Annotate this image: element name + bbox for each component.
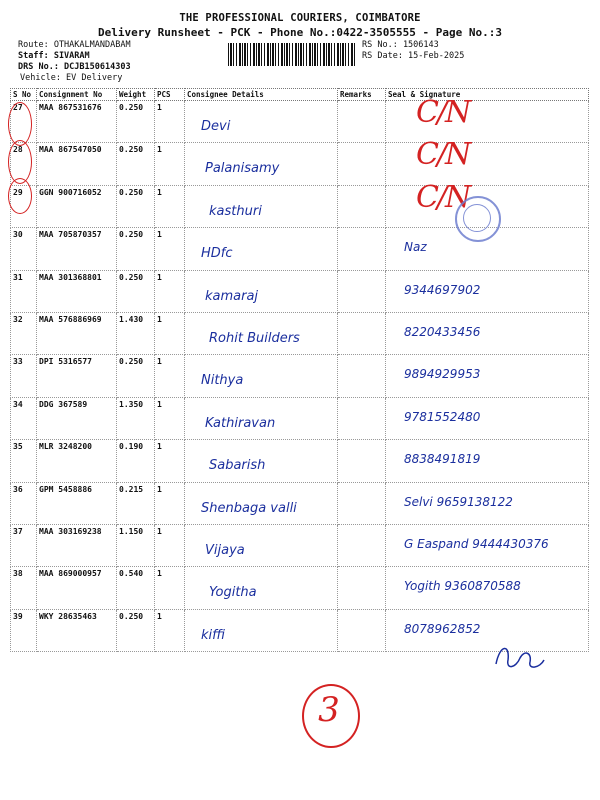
- consignee-cell: [185, 524, 338, 566]
- consignment-cell: DDG 367589: [37, 397, 117, 439]
- pcs-cell: 1: [155, 524, 185, 566]
- handwritten-consignee: Kathiravan: [205, 415, 276, 431]
- handwritten-consignee: Sabarish: [209, 458, 266, 474]
- table-row: [11, 482, 589, 524]
- consignee-cell: [185, 143, 338, 185]
- consignee-cell: [185, 440, 338, 482]
- weight-cell: 0.250: [117, 101, 155, 143]
- consignment-cell: WKY 28635463: [37, 609, 117, 651]
- staff-info: Staff: SIVARAM: [18, 51, 90, 61]
- final-signature: [490, 640, 550, 674]
- weight-cell: 0.190: [117, 440, 155, 482]
- consignment-cell: GGN 900716052: [37, 185, 117, 227]
- vehicle-info: Vehicle: EV Delivery: [20, 73, 123, 83]
- signature-cell: [386, 440, 589, 482]
- consignment-cell: MAA 867531676: [37, 101, 117, 143]
- consignment-cell: MAA 301368801: [37, 270, 117, 312]
- weight-cell: 0.250: [117, 143, 155, 185]
- col-header-signature: Seal & Signature: [386, 89, 589, 101]
- weight-cell: 0.250: [117, 270, 155, 312]
- col-header-weight: Weight: [117, 89, 155, 101]
- signature-cell: [386, 482, 589, 524]
- handwritten-signature: G Easpand 9444430376: [404, 536, 549, 551]
- consignee-cell: [185, 397, 338, 439]
- pcs-cell: 1: [155, 567, 185, 609]
- pcs-cell: 1: [155, 143, 185, 185]
- remarks-cell: [338, 567, 386, 609]
- consignee-cell: [185, 228, 338, 270]
- weight-cell: 1.430: [117, 312, 155, 354]
- signature-cell: [386, 397, 589, 439]
- consignment-cell: MAA 303169238: [37, 524, 117, 566]
- handwritten-signature: 9894929953: [404, 367, 481, 382]
- table-row: [11, 143, 589, 185]
- handwritten-consignee: Yogitha: [209, 585, 257, 601]
- pcs-cell: 1: [155, 185, 185, 227]
- consignment-cell: MAA 867547050: [37, 143, 117, 185]
- consignee-cell: [185, 101, 338, 143]
- handwritten-consignee: Palanisamy: [205, 161, 280, 177]
- remarks-cell: [338, 397, 386, 439]
- route-info: Route: OTHAKALMANDABAM: [18, 40, 131, 50]
- table-row: [11, 397, 589, 439]
- pcs-cell: 1: [155, 482, 185, 524]
- runsheet-subtitle: Delivery Runsheet - PCK - Phone No.:0422-3505555 - Page No.:3: [98, 26, 502, 39]
- weight-cell: 1.150: [117, 524, 155, 566]
- handwritten-consignee: Vijaya: [205, 542, 245, 558]
- handwritten-signature: 8078962852: [404, 621, 481, 636]
- handwritten-signature: 8220433456: [404, 324, 481, 339]
- handwritten-signature: 9781552480: [404, 409, 481, 424]
- consignment-cell: MAA 705870357: [37, 228, 117, 270]
- consignee-cell: [185, 355, 338, 397]
- consignee-cell: [185, 185, 338, 227]
- sno-cell: 29: [11, 185, 37, 227]
- company-title: THE PROFESSIONAL COURIERS, COIMBATORE: [179, 12, 421, 24]
- delivery-seal-stamp: [455, 196, 501, 242]
- sno-cell: 33: [11, 355, 37, 397]
- signature-cell: [386, 524, 589, 566]
- handwritten-consignee: kamaraj: [205, 288, 259, 304]
- sno-cell: 32: [11, 312, 37, 354]
- pcs-cell: 1: [155, 440, 185, 482]
- remarks-cell: [338, 101, 386, 143]
- table-row: [11, 440, 589, 482]
- table-row: [11, 228, 589, 270]
- remarks-cell: [338, 270, 386, 312]
- handwritten-consignee: HDfc: [201, 246, 233, 262]
- weight-cell: 0.540: [117, 567, 155, 609]
- signature-cell: [386, 355, 589, 397]
- handwritten-consignee: Nithya: [201, 373, 244, 389]
- consignee-cell: [185, 270, 338, 312]
- sno-cell: 37: [11, 524, 37, 566]
- table-row: [11, 270, 589, 312]
- table-row: [11, 524, 589, 566]
- weight-cell: 0.250: [117, 355, 155, 397]
- table-row: [11, 185, 589, 227]
- consignment-cell: MLR 3248200: [37, 440, 117, 482]
- sno-cell: 31: [11, 270, 37, 312]
- handwritten-signature: Naz: [404, 240, 427, 255]
- handwritten-consignee: kiffi: [201, 627, 226, 643]
- signature-cell: [386, 567, 589, 609]
- sno-cell: 27: [11, 101, 37, 143]
- red-circle-mark: [8, 178, 32, 214]
- consignment-cell: MAA 576886969: [37, 312, 117, 354]
- consignee-cell: [185, 609, 338, 651]
- weight-cell: 0.215: [117, 482, 155, 524]
- signature-cell: [386, 270, 589, 312]
- sno-cell: 34: [11, 397, 37, 439]
- rs-number: RS No.: 1506143: [362, 40, 439, 50]
- handwritten-consignee: Devi: [201, 119, 231, 134]
- pcs-cell: 1: [155, 270, 185, 312]
- rs-date: RS Date: 15-Feb-2025: [362, 51, 465, 61]
- weight-cell: 0.250: [117, 609, 155, 651]
- table-row: [11, 355, 589, 397]
- cn-mark: C/N: [416, 95, 470, 130]
- col-header-pcs: PCS: [155, 89, 185, 101]
- sno-cell: 28: [11, 143, 37, 185]
- pcs-cell: 1: [155, 355, 185, 397]
- remarks-cell: [338, 228, 386, 270]
- remarks-cell: [338, 312, 386, 354]
- weight-cell: 0.250: [117, 228, 155, 270]
- remarks-cell: [338, 440, 386, 482]
- barcode-graphic: [228, 43, 355, 66]
- signature-cell: [386, 312, 589, 354]
- sno-cell: 39: [11, 609, 37, 651]
- sno-cell: 36: [11, 482, 37, 524]
- col-header-remarks: Remarks: [338, 89, 386, 101]
- pcs-cell: 1: [155, 228, 185, 270]
- consignment-cell: GPM 5458886: [37, 482, 117, 524]
- handwritten-consignee: Rohit Builders: [209, 330, 300, 346]
- page-number-mark: 3: [318, 690, 340, 730]
- pcs-cell: 1: [155, 312, 185, 354]
- consignment-cell: DPI 5316577: [37, 355, 117, 397]
- weight-cell: 0.250: [117, 185, 155, 227]
- signature-cell: [386, 609, 589, 651]
- pcs-cell: 1: [155, 609, 185, 651]
- consignment-cell: MAA 869000957: [37, 567, 117, 609]
- sno-cell: 30: [11, 228, 37, 270]
- remarks-cell: [338, 355, 386, 397]
- col-header-consignee: Consignee Details: [185, 89, 338, 101]
- table-row: [11, 567, 589, 609]
- consignee-cell: [185, 567, 338, 609]
- remarks-cell: [338, 482, 386, 524]
- handwritten-signature: Yogith 9360870588: [404, 579, 521, 594]
- handwritten-signature: Selvi 9659138122: [404, 494, 513, 509]
- handwritten-consignee: kasthuri: [209, 203, 262, 219]
- pcs-cell: 1: [155, 397, 185, 439]
- cn-mark: C/N: [416, 137, 470, 173]
- pcs-cell: 1: [155, 101, 185, 143]
- sno-cell: 35: [11, 440, 37, 482]
- sno-cell: 38: [11, 567, 37, 609]
- drs-info: DRS No.: DCJB150614303: [18, 62, 131, 72]
- cn-mark: C/N: [416, 179, 470, 215]
- handwritten-signature: 8838491819: [404, 452, 481, 467]
- table-row: [11, 312, 589, 354]
- handwritten-signature: 9344697902: [404, 282, 481, 297]
- table-row: [11, 101, 589, 143]
- remarks-cell: [338, 609, 386, 651]
- remarks-cell: [338, 185, 386, 227]
- remarks-cell: [338, 143, 386, 185]
- col-header-consignment: Consignment No: [37, 89, 117, 101]
- col-header-sno: S No: [11, 89, 37, 101]
- table-header-row: [11, 89, 589, 101]
- consignee-cell: [185, 482, 338, 524]
- runsheet-table: [10, 88, 589, 652]
- weight-cell: 1.350: [117, 397, 155, 439]
- remarks-cell: [338, 524, 386, 566]
- consignee-cell: [185, 312, 338, 354]
- handwritten-consignee: Shenbaga valli: [201, 500, 297, 516]
